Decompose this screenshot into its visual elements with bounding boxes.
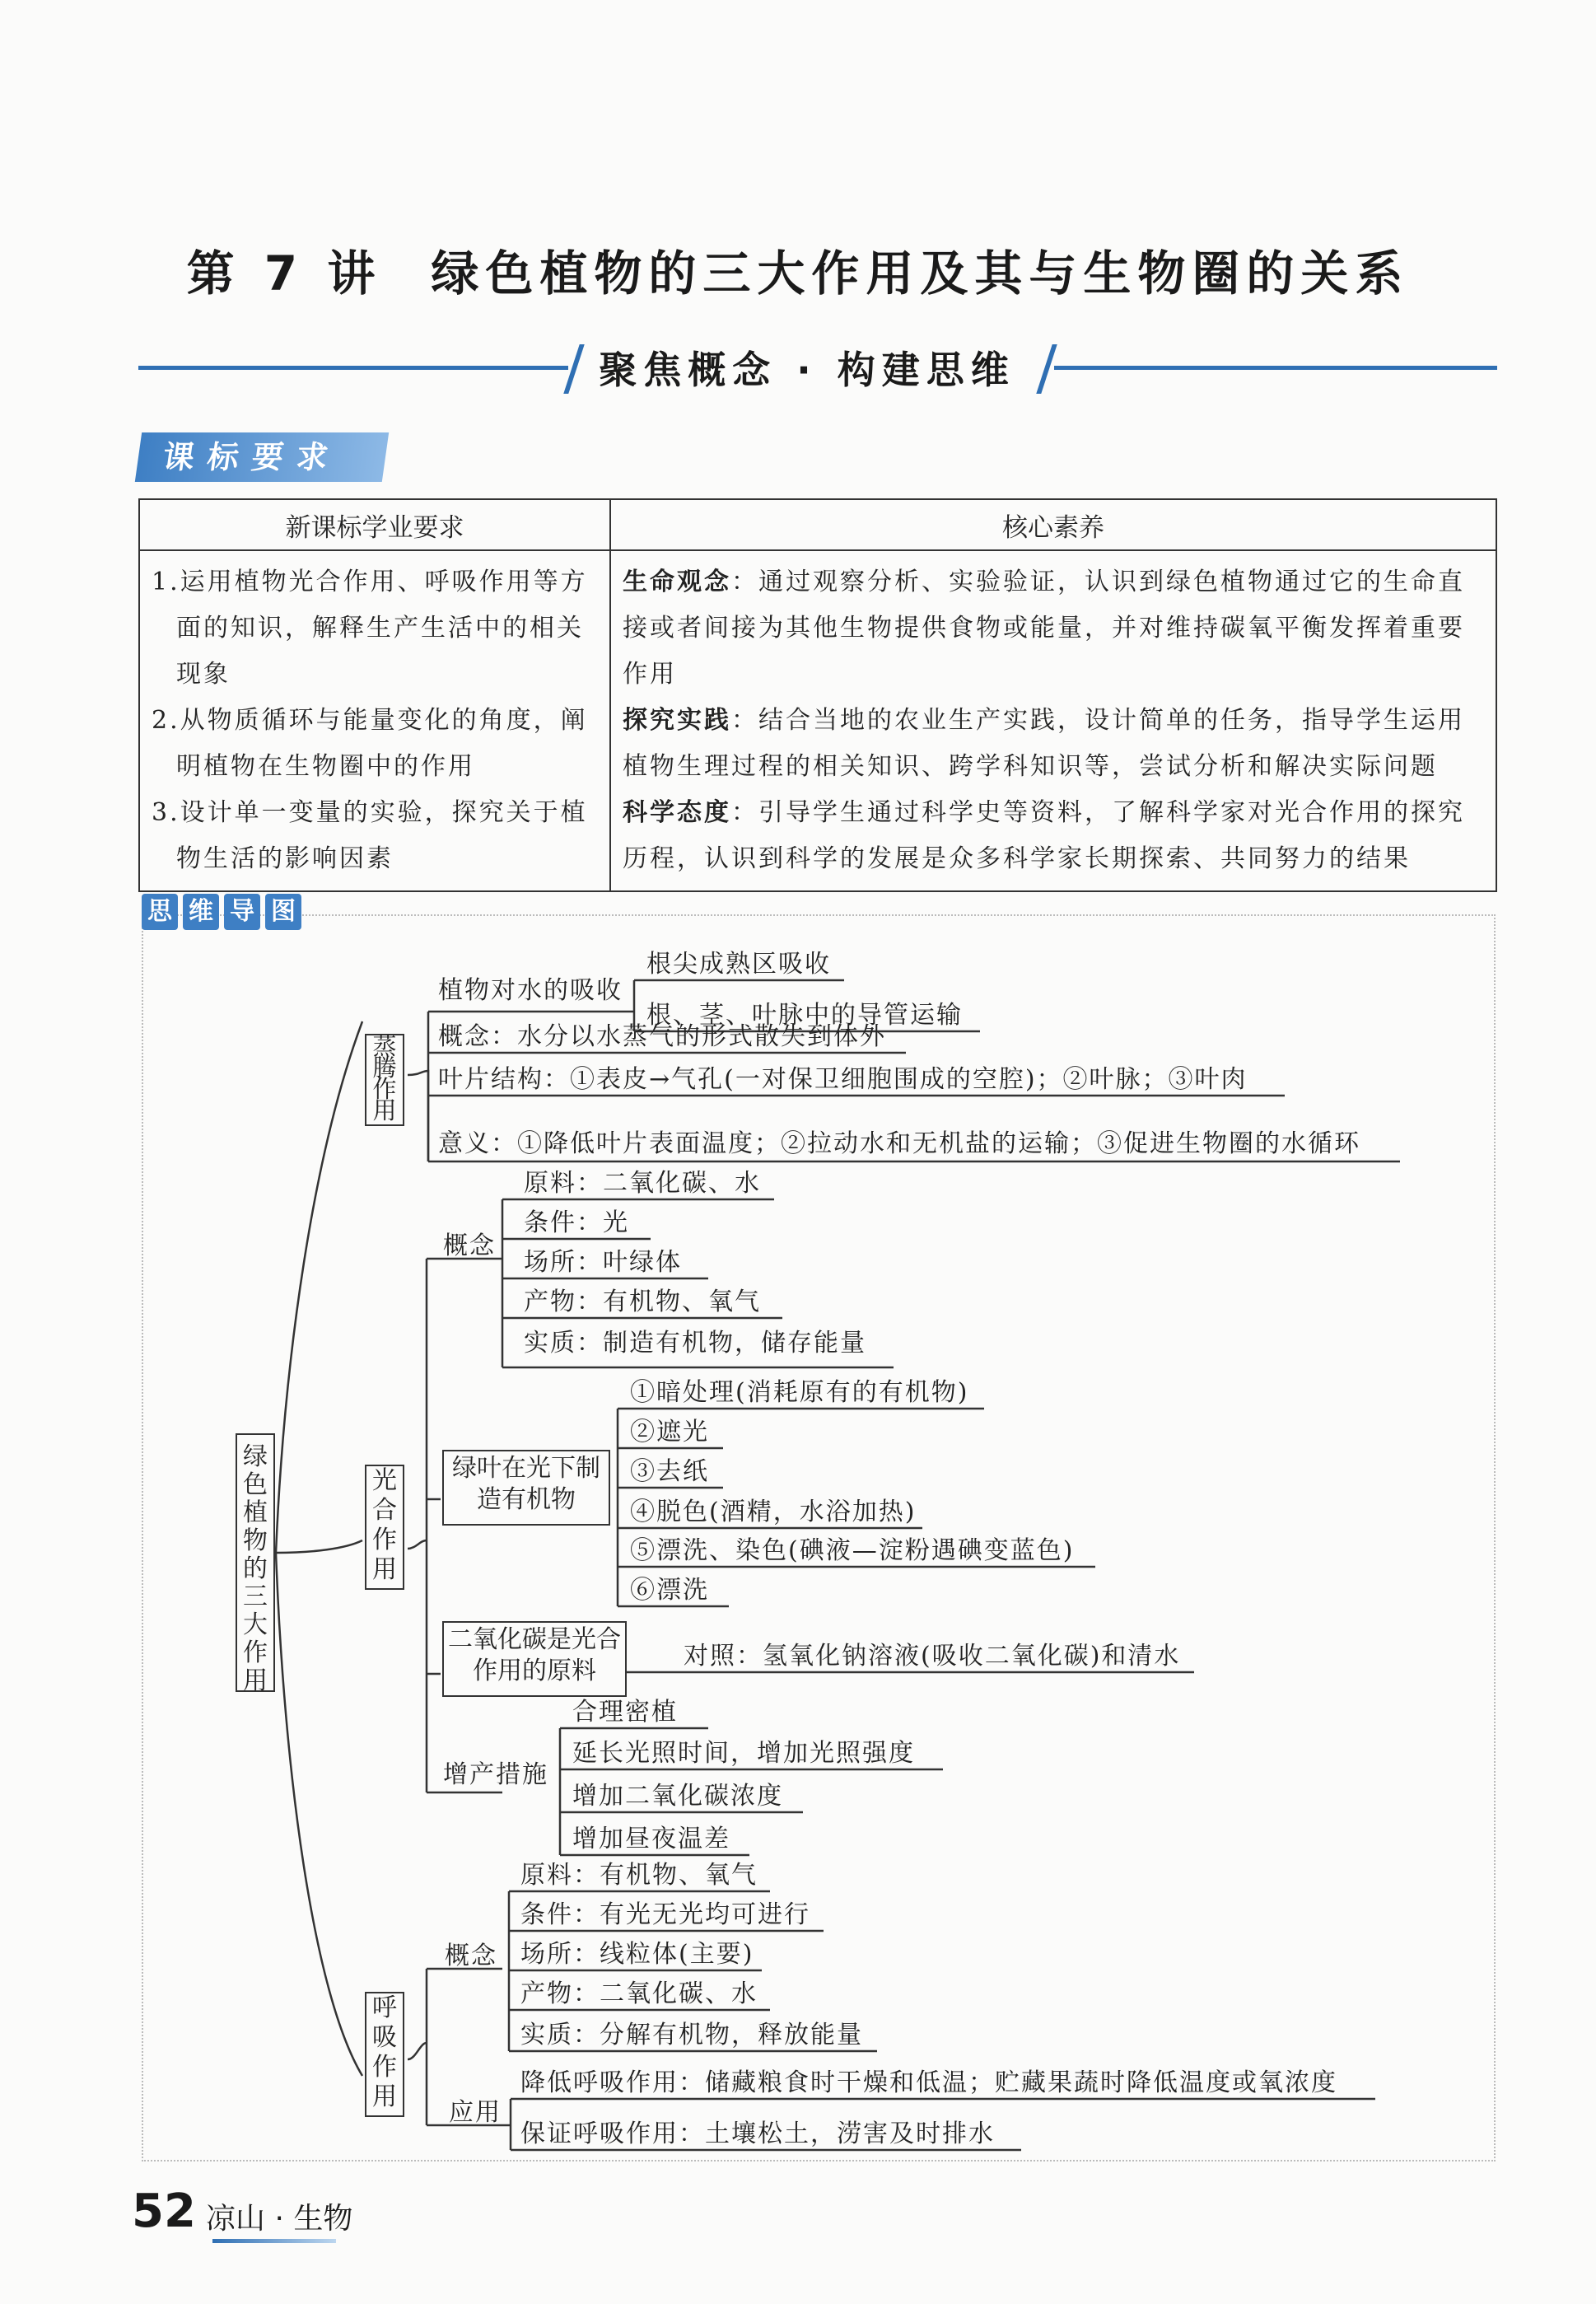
connector-root-photosynthesis	[276, 1540, 362, 1553]
node-transpiration-meaning: 意义：①降低叶片表面温度；②拉动水和无机盐的运输；③促进生物圈的水循环	[438, 1129, 1360, 1158]
requirement-item: 2.从物质循环与能量变化的角度，阐明植物在生物圈中的作用	[152, 706, 588, 781]
node-resp-concept-item: 场所：线粒体(主要)	[520, 1940, 754, 1969]
connector-root-transpiration	[276, 1021, 362, 1553]
node-yield-item: 增加二氧化碳浓度	[572, 1782, 783, 1811]
node-exp-step: ④脱色(酒精，水浴加热)	[630, 1498, 917, 1526]
node-exp2-control: 对照：氢氧化钠溶液(吸收二氧化碳)和清水	[684, 1642, 1181, 1671]
mindmap-tag-char: 思	[142, 894, 178, 930]
node-exp2: 二氧化碳是光合作用的原料	[442, 1621, 627, 1697]
connector-respiration	[408, 2043, 427, 2059]
connector-photosynthesis	[408, 1540, 427, 1549]
node-water-item: 根尖成熟区吸收	[646, 950, 831, 979]
node-photo-concept-item: 场所：叶绿体	[524, 1248, 682, 1277]
competency-text: ：通过观察分析、实验验证，认识到绿色植物通过它的生命直接或者间接为其他生物提供食物或能量，并对维持碳氧平衡发挥着重要作用	[623, 568, 1465, 689]
node-resp-concept-item: 条件：有光无光均可进行	[520, 1900, 810, 1929]
transpiration-node: 蒸腾作用	[365, 1034, 404, 1126]
footer-underline	[212, 2239, 336, 2243]
curriculum-tag: 课标要求	[135, 432, 389, 482]
node-water-absorption: 植物对水的吸收	[438, 976, 623, 1005]
node-resp-concept-item: 实质：分解有机物，释放能量	[520, 2021, 863, 2049]
competency-text: ：结合当地的农业生产实践，设计简单的任务，指导学生运用植物生理过程的相关知识、跨学科知识等，尝试分析和解决实际问题	[623, 706, 1465, 781]
node-exp-step: ②遮光	[630, 1418, 709, 1446]
node-photo-concept-item: 实质：制造有机物，储存能量	[524, 1329, 866, 1358]
page-number: 52	[132, 2185, 196, 2238]
node-exp-step: ①暗处理(消耗原有的有机物)	[630, 1378, 969, 1407]
node-yield-item: 延长光照时间，增加光照强度	[572, 1739, 915, 1768]
connector-root-respiration	[276, 1553, 362, 2076]
table-header-requirements: 新课标学业要求	[139, 499, 610, 550]
node-exp-step: ③去纸	[630, 1457, 709, 1486]
root-node: 绿色植物的三大作用	[236, 1433, 275, 1692]
lesson-number: 第 7 讲	[186, 245, 382, 301]
photosynthesis-node: 光合作用	[365, 1465, 404, 1590]
mindmap-tag-char: 图	[265, 894, 301, 930]
node-yield-item: 增加昼夜温差	[572, 1825, 730, 1853]
node-resp-concept-item: 原料：有机物、氧气	[520, 1861, 758, 1890]
book-name: 凉山 · 生物	[206, 2202, 353, 2236]
connector-transpiration	[408, 1071, 428, 1161]
node-exp-step: ⑤漂洗、染色(碘液—淀粉遇碘变蓝色)	[630, 1536, 1075, 1565]
node-resp-application-item: 降低呼吸作用：储藏粮食时干燥和低温；贮藏果蔬时降低温度或氧浓度	[520, 2068, 1337, 2097]
node-resp-concept-item: 产物：二氧化碳、水	[520, 1979, 758, 2008]
node-transpiration-concept: 概念：水分以水蒸气的形式散失到体外	[438, 1022, 886, 1051]
lesson-title-text: 绿色植物的三大作用及其与生物圈的关系	[431, 245, 1410, 301]
node-yield-item: 合理密植	[572, 1698, 678, 1727]
node-water-item: 根、茎、叶脉中的导管运输	[646, 1001, 963, 1030]
node-exp-step: ⑥漂洗	[630, 1576, 709, 1605]
node-photo-concept-item: 产物：有机物、氧气	[524, 1288, 761, 1316]
node-resp-application: 应用	[449, 2098, 502, 2127]
respiration-node: 呼吸作用	[365, 1992, 404, 2117]
node-leaf-structure: 叶片结构：①表皮→气孔(一对保卫细胞围成的空腔)；②叶脉；③叶肉	[438, 1065, 1248, 1094]
requirement-item: 3.设计单一变量的实验，探究关于植物生活的影响因素	[152, 798, 588, 873]
node-photo-concept: 概念	[443, 1231, 496, 1260]
node-exp1: 绿叶在光下制造有机物	[442, 1450, 610, 1526]
node-resp-concept: 概念	[445, 1942, 497, 1970]
section-banner: 聚焦概念 · 构建思维	[599, 348, 1015, 392]
competency-key: 科学态度	[623, 798, 731, 827]
requirement-item: 1.运用植物光合作用、呼吸作用等方面的知识，解释生产生活中的相关现象	[152, 568, 588, 689]
competency-key: 生命观念	[623, 568, 731, 596]
competency-text: ：引导学生通过科学史等资料，了解科学家对光合作用的探究历程，认识到科学的发展是众多科学家长期探索、共同努力的结果	[623, 798, 1465, 873]
node-yield: 增产措施	[443, 1760, 548, 1789]
mindmap-tag-char: 维	[183, 894, 219, 930]
mindmap-tag-char: 导	[224, 894, 260, 930]
table-header-competencies: 核心素养	[610, 499, 1496, 550]
competency-key: 探究实践	[623, 706, 731, 735]
node-resp-application-item: 保证呼吸作用：土壤松土，涝害及时排水	[520, 2119, 995, 2148]
node-photo-concept-item: 条件：光	[524, 1208, 629, 1237]
node-photo-concept-item: 原料：二氧化碳、水	[524, 1169, 761, 1198]
